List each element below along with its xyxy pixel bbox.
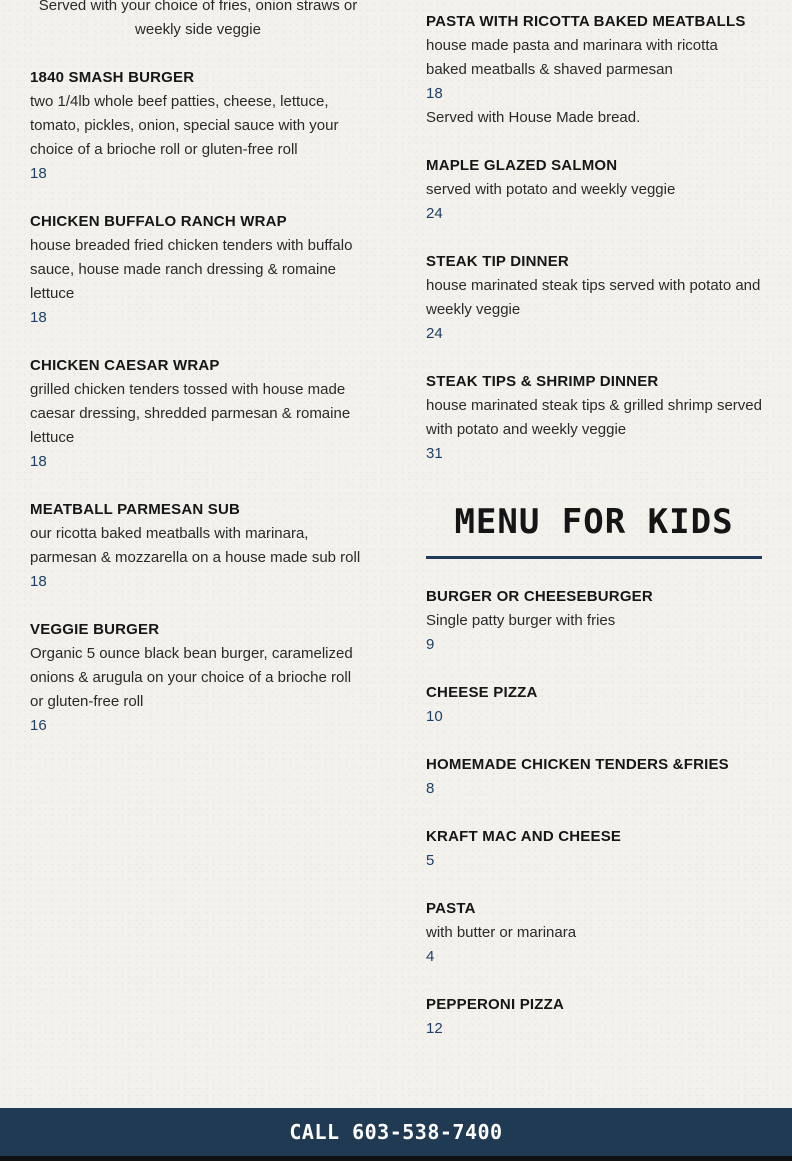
item-price: 18 (30, 573, 47, 590)
kids-menu-item (426, 825, 762, 873)
menu-item (30, 354, 366, 474)
item-price: 4 (426, 948, 435, 965)
kids-menu-item (426, 897, 762, 969)
item-price: 18 (30, 309, 47, 326)
item-price: 18 (30, 165, 47, 182)
section-divider (426, 556, 762, 559)
item-price: 24 (426, 205, 443, 222)
item-note: Served with House Made bread. (426, 109, 641, 126)
item-price: 18 (426, 85, 443, 102)
call-phone-link[interactable]: CALL 603-538-7400 (289, 1120, 503, 1144)
left-menu-column (30, 0, 366, 762)
item-price: 31 (426, 445, 443, 462)
intro-text: Served with your choice of fries, onion straws or weekly side veggie (38, 0, 358, 38)
item-description: house breaded fried chicken tenders with buffalo sauce, house made ranch dressing & romaine lettuce (30, 237, 353, 302)
item-name: MEATBALL PARMESAN SUB (30, 501, 241, 518)
menu-item (426, 154, 762, 226)
item-description: served with potato and weekly veggie (426, 181, 676, 198)
menu-item (30, 66, 366, 186)
menu-item (30, 498, 366, 594)
item-description: Organic 5 ounce black bean burger, caramelized onions & arugula on your choice of a brioche roll or gluten-free roll (30, 645, 353, 710)
item-name: KRAFT MAC AND CHEESE (426, 828, 622, 845)
item-description: grilled chicken tenders tossed with house made caesar dressing, shredded parmesan & romaine lettuce (30, 381, 351, 446)
item-price: 24 (426, 325, 443, 342)
item-description: two 1/4lb whole beef patties, cheese, lettuce, tomato, pickles, onion, special sauce with your choice of a brioche roll or gluten-free roll (30, 93, 339, 158)
item-price: 16 (30, 717, 47, 734)
item-price: 9 (426, 636, 435, 653)
item-description: with butter or marinara (426, 924, 577, 941)
item-price: 18 (30, 453, 47, 470)
item-name: PASTA (426, 900, 476, 917)
menu-item (426, 10, 762, 130)
item-price: 8 (426, 780, 435, 797)
item-name: 1840 SMASH BURGER (30, 69, 195, 86)
menu-item (30, 210, 366, 330)
item-description: Single patty burger with fries (426, 612, 616, 629)
item-name: STEAK TIPS & SHRIMP DINNER (426, 373, 659, 390)
item-description: house made pasta and marinara with ricotta baked meatballs & shaved parmesan (426, 37, 718, 78)
item-description: our ricotta baked meatballs with marinara, parmesan & mozzarella on a house made sub roll (30, 525, 361, 566)
item-name: HOMEMADE CHICKEN TENDERS &FRIES (426, 756, 729, 773)
kids-menu-item (426, 585, 762, 657)
item-name: MAPLE GLAZED SALMON (426, 157, 618, 174)
item-description: house marinated steak tips & grilled shrimp served with potato and weekly veggie (426, 397, 762, 438)
kids-menu-title: MENU FOR KIDS (454, 502, 734, 542)
item-name: CHICKEN BUFFALO RANCH WRAP (30, 213, 287, 230)
item-name: PASTA WITH RICOTTA BAKED MEATBALLS (426, 13, 746, 30)
menu-item (30, 618, 366, 738)
item-name: STEAK TIP DINNER (426, 253, 569, 270)
kids-menu-item (426, 753, 762, 801)
item-description: house marinated steak tips served with potato and weekly veggie (426, 277, 761, 318)
item-price: 12 (426, 1020, 443, 1037)
item-name: PEPPERONI PIZZA (426, 996, 565, 1013)
menu-item (426, 370, 762, 466)
kids-menu-item (426, 993, 762, 1041)
menu-item (426, 250, 762, 346)
item-name: BURGER OR CHEESEBURGER (426, 588, 653, 605)
item-name: CHEESE PIZZA (426, 684, 538, 701)
item-name: CHICKEN CAESAR WRAP (30, 357, 220, 374)
kids-menu-item (426, 681, 762, 729)
item-price: 10 (426, 708, 443, 725)
item-name: VEGGIE BURGER (30, 621, 160, 638)
item-price: 5 (426, 852, 435, 869)
right-menu-column (426, 10, 762, 1065)
call-footer-bar[interactable] (0, 1108, 792, 1161)
